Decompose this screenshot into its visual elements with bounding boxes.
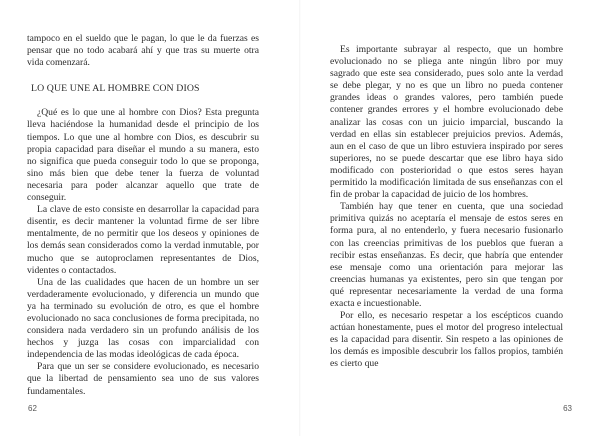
paragraph: Es importante subrayar al respecto, que un hombre evolucionado no se pliega ante ningún libro por muy sagrado que este sea considerado, pues solo ante la verdad se debe plegar, y no es que un libro no pueda contener grandes ideas o grandes valores, pero también puede contener grandes errores y el hombre evolucionado debe analizar las cosas con un juicio imparcial, buscando la verdad en ellas sin establecer prejuicios previos. Además, aun en el caso de que un libro estuviera inspirado por seres superiores, no se puede descartar que ese libro haya sido modificado con posterioridad o que estos seres hayan permitido la modificación limitada de sus enseñanzas con el fin de probar la capacidad de juicio de los hombres. <box>330 44 563 201</box>
page-number-right: 63 <box>563 404 572 413</box>
right-page <box>300 0 600 436</box>
paragraph: También hay que tener en cuenta, que una sociedad primitiva quizás no aceptaría el mensaje de estos seres en forma pura, al no entenderlo, y fuera necesario fusionarlo con las creencias primitivas de los pueblos que fueran a recibir estas enseñanzas. Es decir, que habría que entender ese mensaje como una orientación para mejorar las creencias humanas ya existentes, pero sin que tengan por qué representar necesariamente la verdad de una forma exacta e incuestionable. <box>330 201 563 309</box>
right-page-text <box>330 44 563 371</box>
left-page-text <box>27 33 259 398</box>
paragraph: Para que un ser se considere evolucionado, es necesario que la libertad de pensamiento sea uno de sus valores fundamentales. <box>27 361 259 397</box>
paragraph: Una de las cualidades que hacen de un hombre un ser verdaderamente evolucionado, y diferencia un mundo que ya ha terminado su evolución de otro, es que el hombre evolucionado no saca conclusiones de forma precipitada, no considera nada verdadero sin un profundo análisis de los hechos y juzga las cosas con imparcialidad con independencia de las modas ideológicas de cada época. <box>27 276 259 361</box>
paragraph: ¿Qué es lo que une al hombre con Dios? Esta pregunta lleva haciéndose la humanidad desde el principio de los tiempos. Lo que une al hombre con Dios, es descubrir su propia capacidad para diseñar el mundo a su manera, esto no significa que pueda conseguir todo lo que se proponga, sino más bien que debe tener la fuerza de voluntad necesaria para poder alcanzar aquello que trate de conseguir. <box>27 107 259 204</box>
continuation-paragraph: tampoco en el sueldo que le pagan, lo que le da fuerzas es pensar que no todo acabará ahí y que tras su muerte otra vida comenzará. <box>27 33 259 69</box>
section-heading: LO QUE UNE AL HOMBRE CON DIOS <box>31 83 200 95</box>
paragraph: Por ello, es necesario respetar a los escépticos cuando actúan honestamente, pues el motor del progreso intelectual es la capacidad para disentir. Sin respeto a las opiniones de los demás es imposible descubrir los fallos propios, también es cierto que <box>330 310 563 370</box>
paragraph: La clave de esto consiste en desarrollar la capacidad para disentir, es decir mantener la voluntad firme de ser libre mentalmente, de no permitir que los deseos y opiniones de los demás sean considerados como la verdad inmutable, por mucho que se autoproclamen representantes de Dios, videntes o contactados. <box>27 204 259 276</box>
page-number-left: 62 <box>28 404 37 413</box>
